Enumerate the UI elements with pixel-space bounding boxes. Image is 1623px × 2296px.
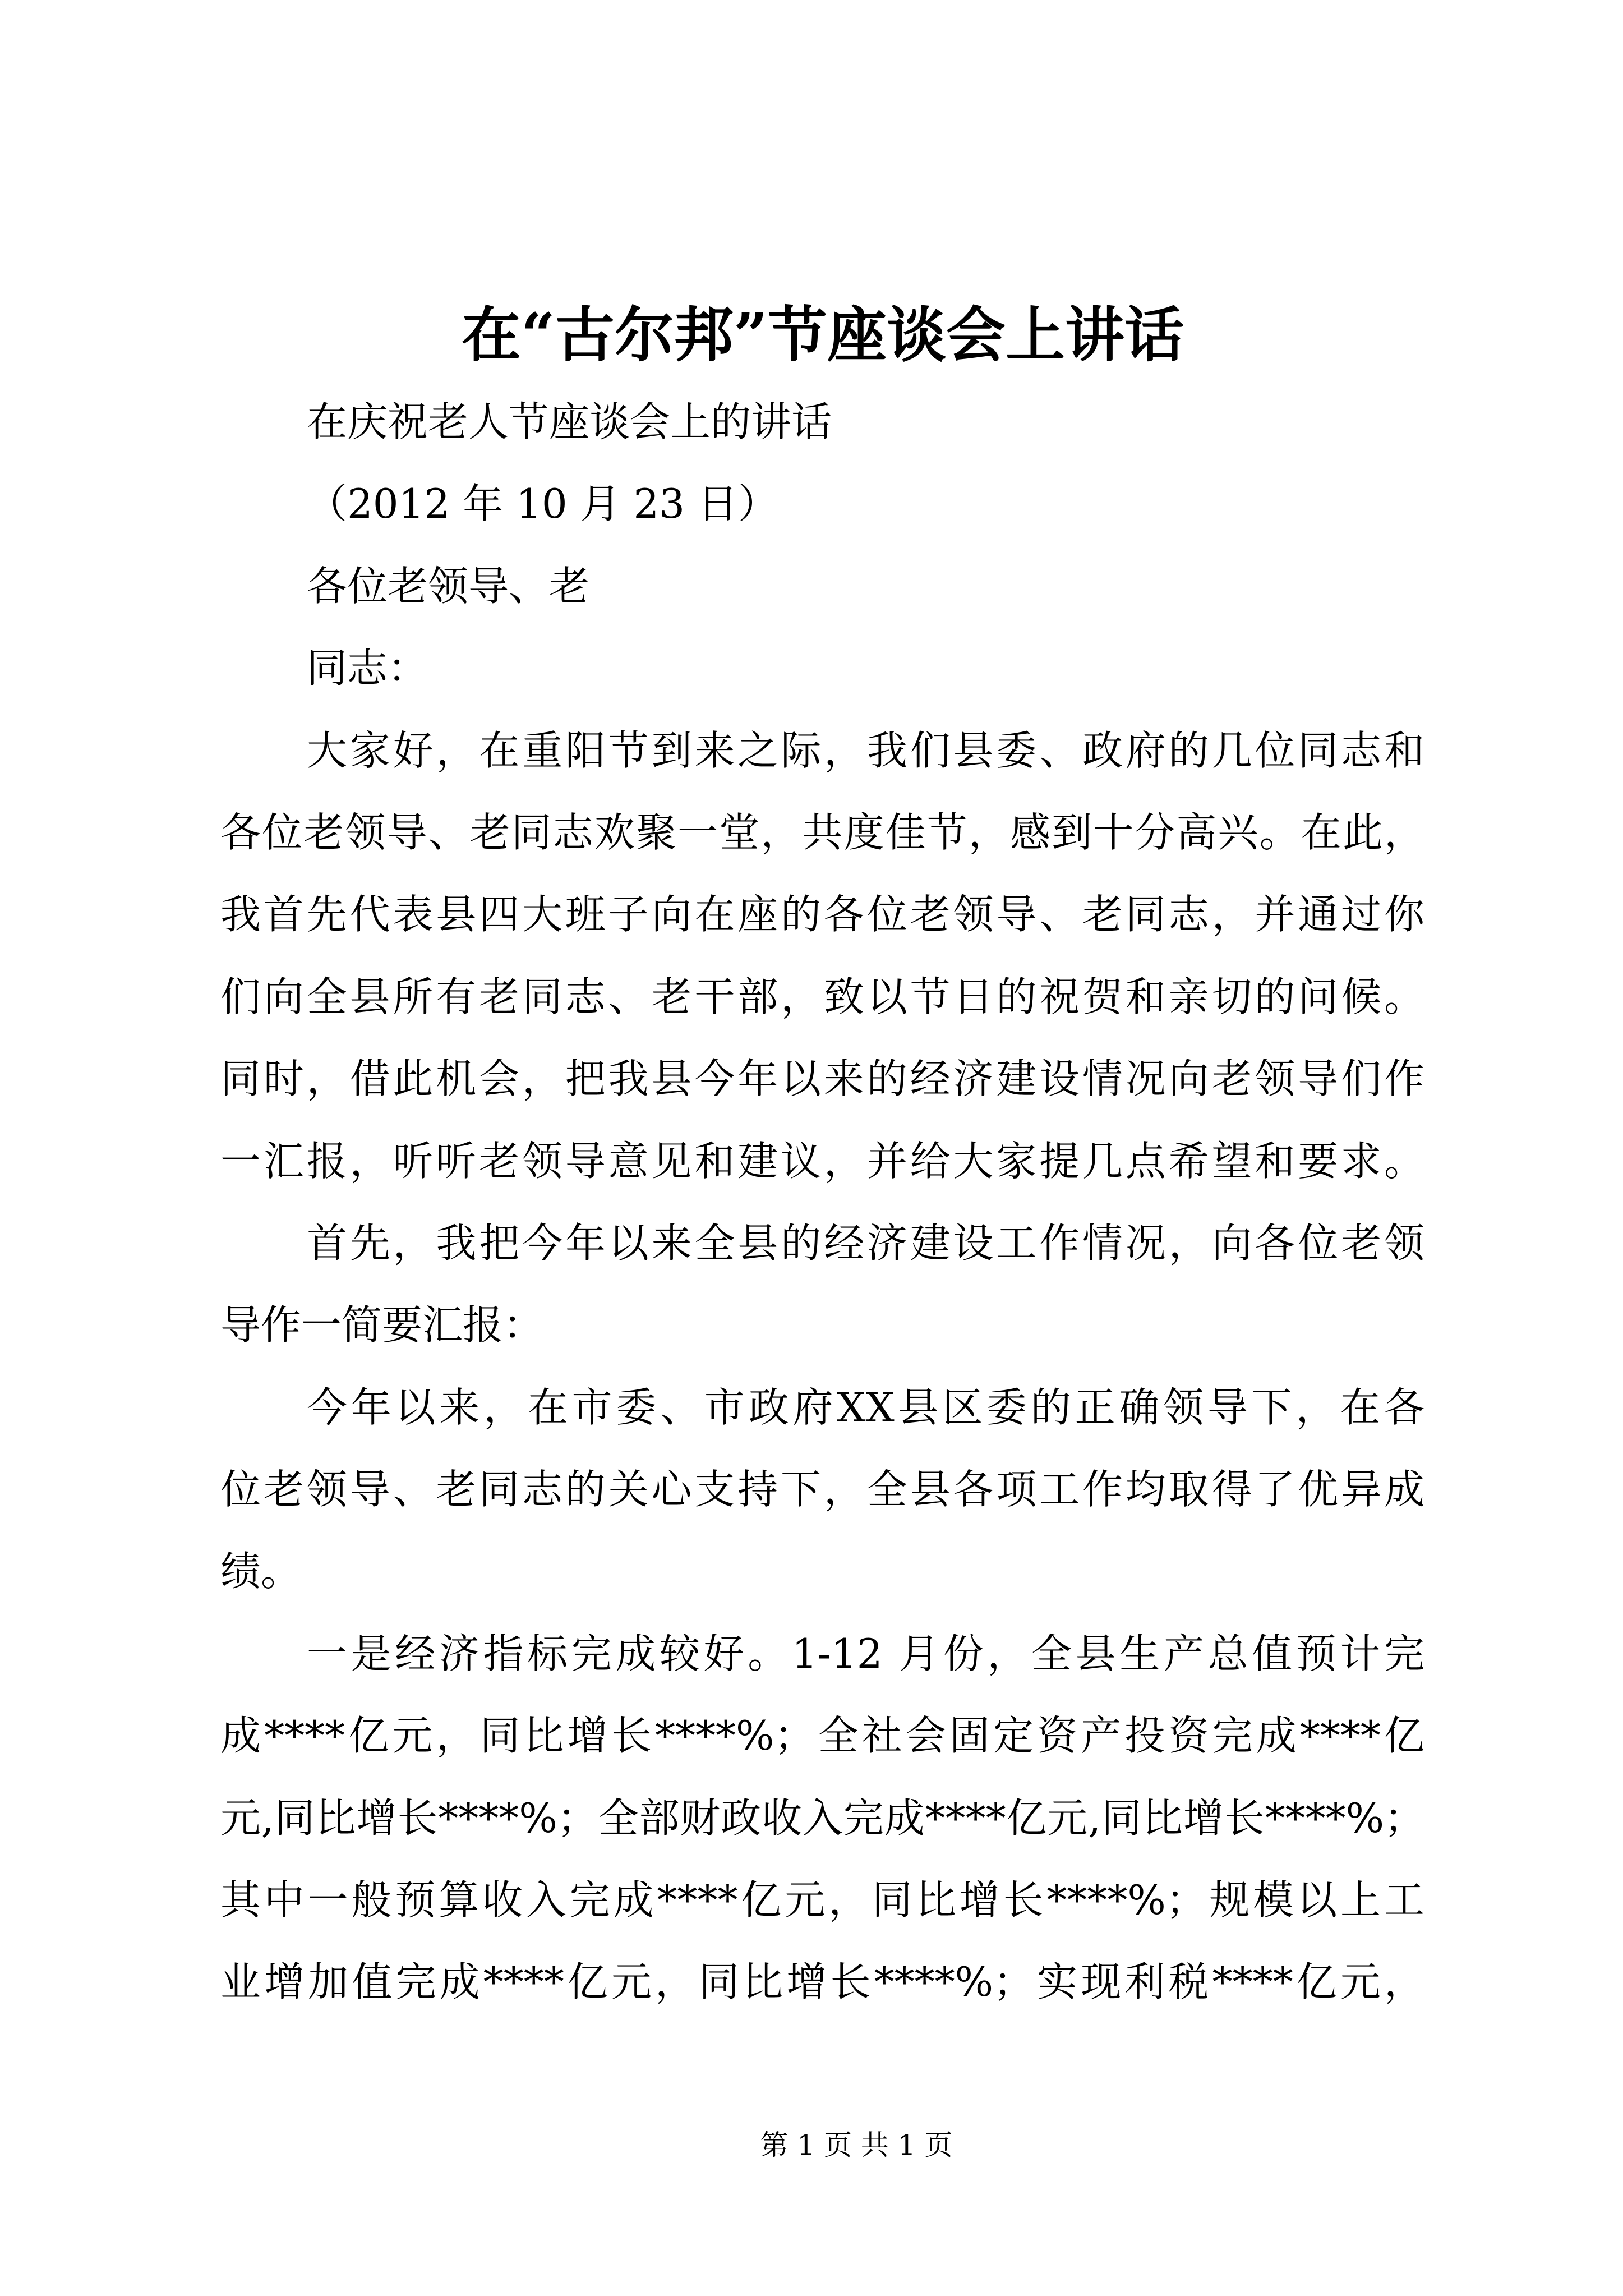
paragraph-line: 业增加值完成****亿元，同比增长****%；实现利税****亿元，	[220, 1958, 1424, 2006]
paragraph-line: 大家好，在重阳节到来之际，我们县委、政府的几位同志和	[307, 726, 1424, 774]
paragraph-line: 其中一般预算收入完成****亿元，同比增长****%；规模以上工	[220, 1876, 1424, 1924]
speech-heading-line: 在庆祝老人节座谈会上的讲话	[307, 398, 832, 445]
date-line: （2012 年 10 月 23 日）	[307, 480, 778, 528]
paragraph-line: 导作一简要汇报：	[220, 1301, 544, 1349]
salutation-line: 各位老领导、老	[307, 562, 590, 610]
paragraph-line: 各位老领导、老同志欢聚一堂，共度佳节，感到十分高兴。在此，	[220, 808, 1424, 856]
paragraph-line: 们向全县所有老同志、老干部，致以节日的祝贺和亲切的问候。	[220, 973, 1424, 1020]
paragraph-line: 元,同比增长****%；全部财政收入完成****亿元,同比增长****%；	[220, 1794, 1424, 1842]
document-body	[220, 381, 1424, 2023]
paragraph-line: 一是经济指标完成较好。1-12 月份，全县生产总值预计完	[307, 1630, 1424, 1677]
paragraph-line: 今年以来，在市委、市政府XX县区委的正确领导下，在各	[307, 1383, 1424, 1431]
speech-heading	[220, 381, 1424, 463]
paragraph-line: 我首先代表县四大班子向在座的各位老领导、老同志，并通过你	[220, 891, 1424, 938]
paragraph-line: 一汇报，听听老领导意见和建议，并给大家提几点希望和要求。	[220, 1137, 1424, 1185]
paragraph-line: 绩。	[220, 1548, 302, 1595]
salutation	[220, 627, 1424, 709]
salutation-line: 同志：	[307, 645, 428, 692]
paragraph-line: 成****亿元，同比增长****%；全社会固定资产投资完成****亿	[220, 1712, 1424, 1760]
paragraph	[220, 1366, 1424, 1613]
paragraph-line: 首先，我把今年以来全县的经济建设工作情况，向各位老领	[307, 1219, 1424, 1267]
salutation	[220, 545, 1424, 627]
page-footer: 第 1 页 共 1 页	[760, 2129, 953, 2161]
paragraph-line: 同时，借此机会，把我县今年以来的经济建设情况向老领导们作	[220, 1055, 1424, 1103]
paragraph-line: 位老领导、老同志的关心支持下，全县各项工作均取得了优异成	[220, 1466, 1424, 1513]
document-title: 在“古尔邦”节座谈会上讲话	[462, 300, 1184, 370]
speech-date	[220, 463, 1424, 545]
paragraph	[220, 710, 1424, 1202]
paragraph	[220, 1202, 1424, 1366]
paragraph	[220, 1613, 1424, 2023]
